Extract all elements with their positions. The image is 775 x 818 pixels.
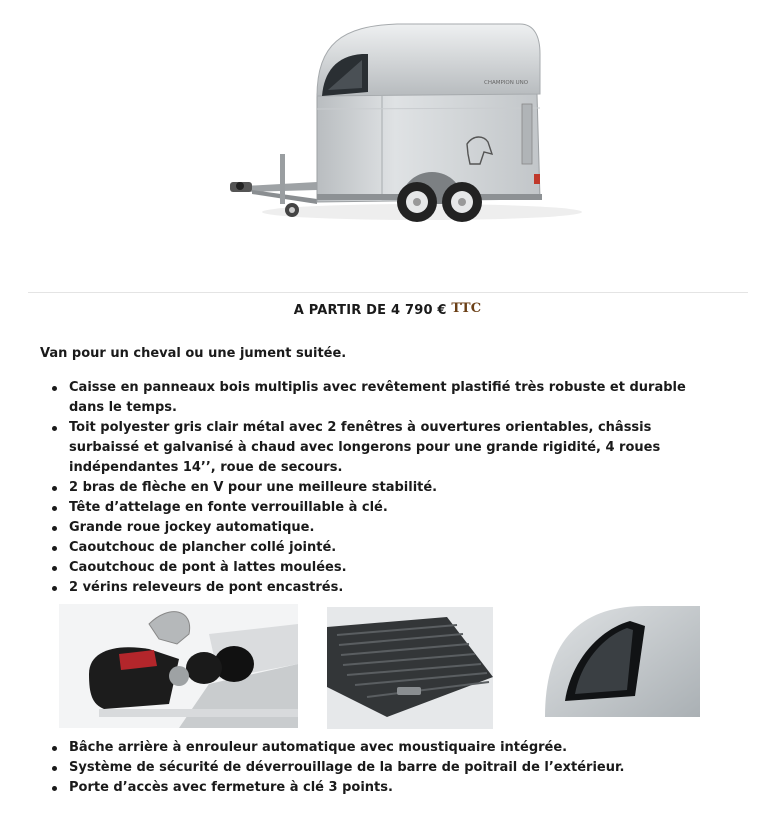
- price-suffix: TTC: [451, 301, 482, 316]
- list-item: Grande roue jockey automatique.: [40, 518, 720, 538]
- list-item: Bâche arrière à enrouleur automatique avec moustiquaire intégrée.: [40, 738, 720, 758]
- list-item: 2 bras de flèche en V pour une meilleure stabilité.: [40, 478, 720, 498]
- coupling-head-photo: [59, 604, 298, 728]
- roof-window-photo: [535, 606, 700, 717]
- section-divider: [28, 292, 748, 293]
- horse-trailer-image: [222, 14, 597, 229]
- list-item: Système de sécurité de déverrouillage de la barre de poitrail de l’extérieur.: [40, 758, 720, 778]
- intro-text: Van pour un cheval ou une jument suitée.: [40, 346, 347, 361]
- feature-list-top: [40, 378, 720, 598]
- list-item: Porte d’accès avec fermeture à clé 3 points.: [40, 778, 720, 798]
- price-text: A PARTIR DE 4 790 €: [293, 303, 447, 318]
- feature-list-bottom: [40, 738, 720, 798]
- list-item: Tête d’attelage en fonte verrouillable à clé.: [40, 498, 720, 518]
- list-item: Caisse en panneaux bois multiplis avec revêtement plastifié très robuste et durable dans le temps.: [40, 378, 720, 418]
- list-item: Caoutchouc de pont à lattes moulées.: [40, 558, 720, 578]
- list-item: Toit polyester gris clair métal avec 2 fenêtres à ouvertures orientables, châssis surbaissé et galvanisé à chaud avec longerons pour une grande rigidité, 4 roues indépendantes 14’’, roue de secours.: [40, 418, 720, 478]
- list-item: Caoutchouc de plancher collé jointé.: [40, 538, 720, 558]
- price-line: [0, 303, 775, 318]
- list-item: 2 vérins releveurs de pont encastrés.: [40, 578, 720, 598]
- ramp-floor-photo: [327, 607, 493, 729]
- brand-label: CHAMPION UNO: [484, 80, 529, 86]
